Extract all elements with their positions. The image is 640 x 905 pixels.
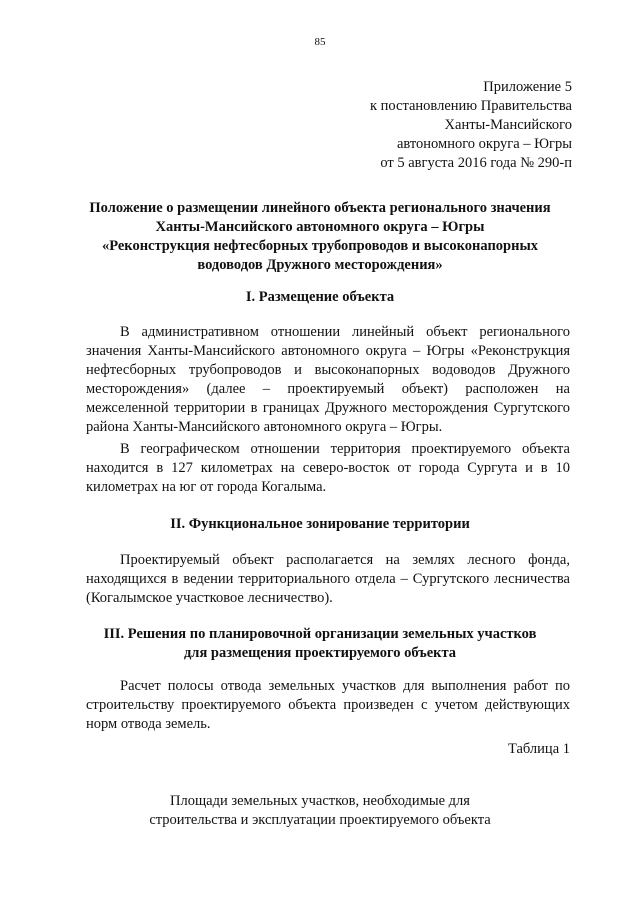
appendix-line: Ханты-Мансийского	[444, 117, 572, 133]
appendix-line: к постановлению Правительства	[370, 98, 572, 114]
appendix-line: Приложение 5	[483, 79, 572, 95]
title-line: «Реконструкция нефтесборных трубопроводов и высоконапорных	[101, 238, 539, 254]
section-1-paragraph-1: В административном отношении линейный объект регионального значения Ханты-Мансийского автономного округа – Югры «Реконструкция нефтесборных трубопроводов и высоконапорных водоводов Дружного месторождения» (далее – проектируемый объект) расположен на межселенной территории в границах Дружного месторождения Сургутского района Ханты-Мансийского автономного округа – Югры.	[86, 324, 570, 435]
caption-line: Площади земельных участков, необходимые для	[170, 793, 470, 809]
heading-line: для размещения проектируемого объекта	[183, 645, 457, 661]
page-number: 85	[314, 36, 326, 48]
appendix-line: от 5 августа 2016 года № 290-п	[380, 155, 572, 171]
heading-line: III. Решения по планировочной организации земельных участков	[103, 626, 537, 642]
title-line: Ханты-Мансийского автономного округа – Югры	[155, 219, 485, 235]
table-caption	[70, 792, 570, 830]
section-1-paragraph-2: В географическом отношении территория проектируемого объекта находится в 127 километрах на северо-восток от города Сургута и в 10 километрах на юг от города Когалыма.	[86, 441, 570, 495]
table-label: Таблица 1	[507, 741, 570, 757]
appendix-block	[370, 78, 572, 173]
section-2-heading: II. Функциональное зонирование территории	[170, 516, 470, 532]
document-title	[60, 199, 580, 275]
appendix-line: автономного округа – Югры	[396, 136, 572, 152]
section-3-heading	[70, 625, 570, 663]
caption-line: строительства и эксплуатации проектируемого объекта	[149, 812, 491, 828]
section-3-paragraph: Расчет полосы отвода земельных участков для выполнения работ по строительству проектируемого объекта произведен с учетом действующих норм отвода земель.	[86, 678, 570, 732]
title-line: Положение о размещении линейного объекта регионального значения	[89, 200, 551, 216]
section-2-paragraph: Проектируемый объект располагается на землях лесного фонда, находящихся в ведении территориального отдела – Сургутского лесничества (Когалымское участковое лесничество).	[86, 552, 570, 606]
title-line: водоводов Дружного месторождения»	[197, 257, 443, 273]
section-1-heading: I. Размещение объекта	[245, 289, 395, 305]
